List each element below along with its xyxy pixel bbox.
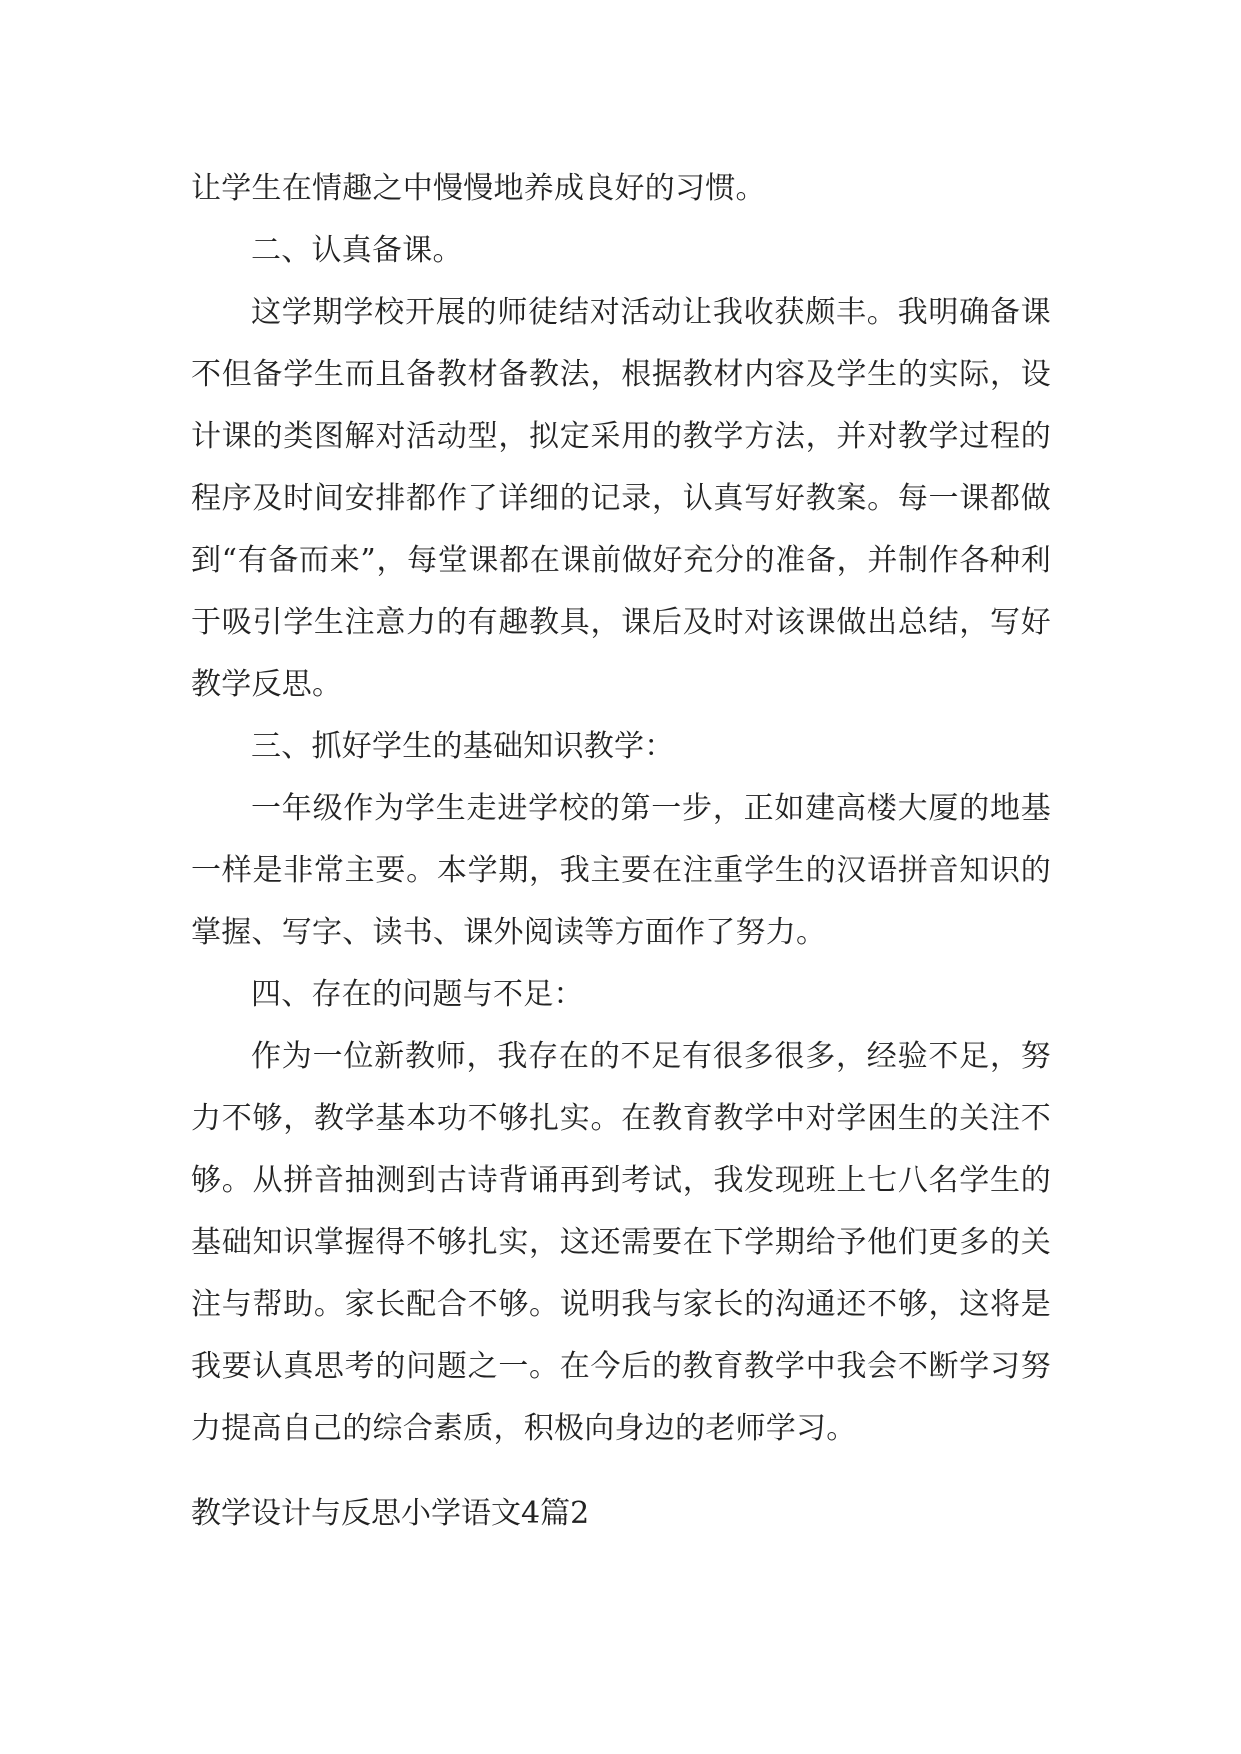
- section-heading-3: 三、抓好学生的基础知识教学：: [251, 729, 675, 764]
- paragraph: 这学期学校开展的师徒结对活动让我收获颇丰。我明确备课不但备学生而且备教材备教法，根据教材内容及学生的实际，设计课的类图解对活动型，拟定采用的教学方法，并对教学过程的程序及时间安排都作了详细的记录，认真写好教案。每一课都做到“有备而来”，每堂课都在课前做好充分的准备，并制作各种利于吸引学生注意力的有趣教具，课后及时对该课做出总结，写好教学反思。: [191, 295, 1051, 702]
- paragraph: 作为一位新教师，我存在的不足有很多很多，经验不足，努力不够，教学基本功不够扎实。在教育教学中对学困生的关注不够。从拼音抽测到古诗背诵再到考试，我发现班上七八名学生的基础知识掌握得不够扎实，这还需要在下学期给予他们更多的关注与帮助。家长配合不够。说明我与家长的沟通还不够，这将是我要认真思考的问题之一。在今后的教育教学中我会不断学习努力提高自己的综合素质，积极向身边的老师学习。: [191, 1039, 1051, 1446]
- paragraph: 让学生在情趣之中慢慢地养成良好的习惯。: [191, 171, 766, 206]
- section-heading-2: 二、认真备课。: [251, 233, 463, 268]
- paragraph: 一年级作为学生走进学校的第一步，正如建高楼大厦的地基一样是非常主要。本学期，我主要在注重学生的汉语拼音知识的掌握、写字、读书、课外阅读等方面作了努力。: [191, 791, 1051, 950]
- body-text: [191, 158, 1051, 1460]
- section-heading-4: 四、存在的问题与不足：: [251, 977, 584, 1012]
- next-section-title: 教学设计与反思小学语文4篇2: [191, 1496, 590, 1531]
